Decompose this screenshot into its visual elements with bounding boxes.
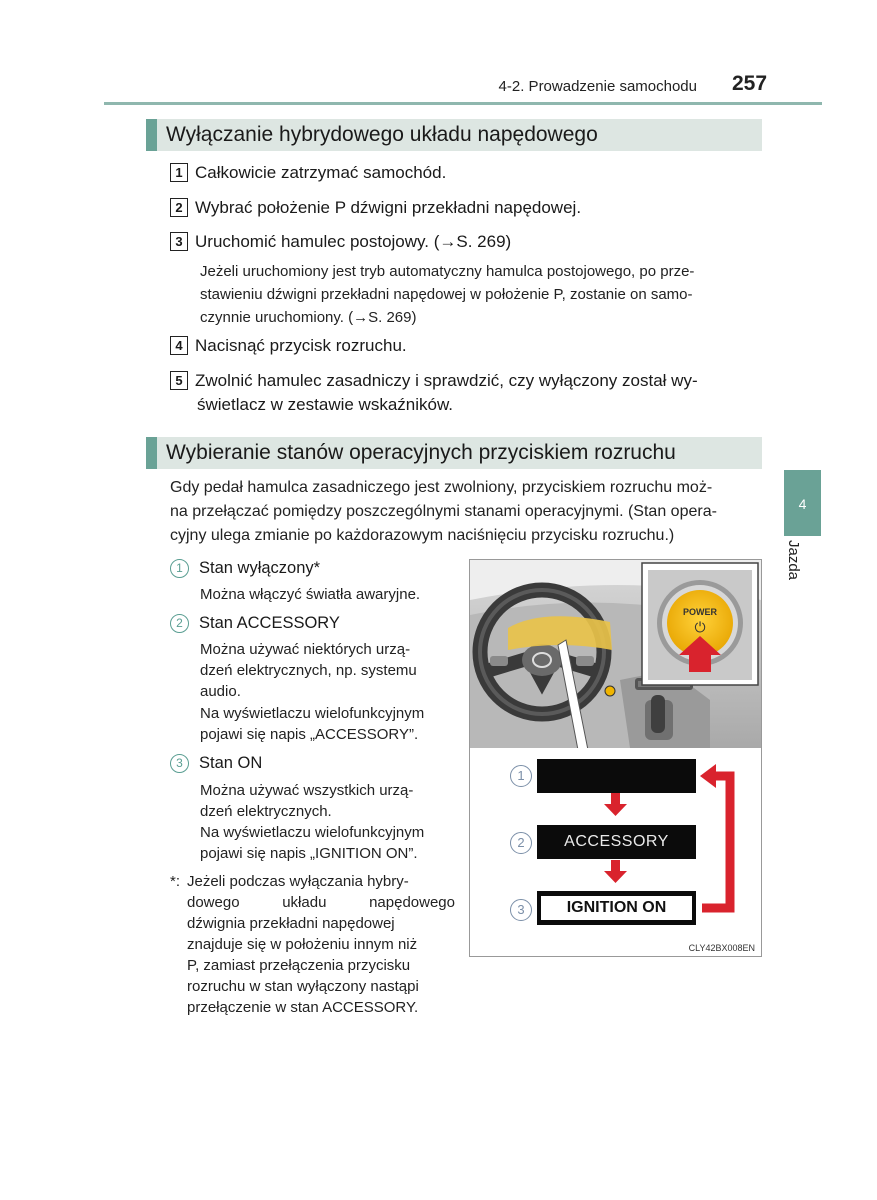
state-3-label bbox=[170, 752, 262, 774]
step-number: 3 bbox=[170, 232, 188, 251]
footnote-line: dowego układu napędowego bbox=[187, 894, 455, 911]
state-3-desc: Na wyświetlaczu wielofunkcyjnym bbox=[200, 824, 425, 841]
step-1 bbox=[170, 161, 446, 185]
state-number: 3 bbox=[170, 754, 189, 773]
step-text: Nacisnąć przycisk rozruchu. bbox=[195, 336, 407, 355]
footnote-line: przełączenie w stan ACCESSORY. bbox=[187, 999, 419, 1016]
power-label: POWER bbox=[682, 607, 718, 617]
step-number: 4 bbox=[170, 336, 188, 355]
state-name: Stan ON bbox=[199, 754, 263, 772]
power-button-location bbox=[605, 686, 615, 696]
state-2-desc: Na wyświetlaczu wielofunkcyjnym bbox=[200, 705, 425, 722]
step-5-continued: świetlacz w zestawie wskaźników. bbox=[197, 395, 454, 414]
state-arrows bbox=[470, 750, 761, 940]
state-3-desc: dzeń elektrycznych. bbox=[200, 803, 332, 820]
step-text: Wybrać położenie P dźwigni przekładni napędowej. bbox=[195, 198, 582, 217]
diagram-state-2-number: 2 bbox=[510, 832, 532, 854]
state-2-desc: dzeń elektrycznych, np. systemu bbox=[200, 662, 417, 679]
step-3-note-line: czynnie uruchomiony. (→S. 269) bbox=[200, 309, 417, 326]
state-3-desc: Można używać wszystkich urzą- bbox=[200, 782, 414, 799]
step-text: Zwolnić hamulec zasadniczy i sprawdzić, czy wyłączony został wy- bbox=[195, 371, 698, 390]
section-heading-shutdown: Wyłączanie hybrydowego układu napędowego bbox=[146, 119, 762, 151]
step-3-note-line: Jeżeli uruchomiony jest tryb automatyczny hamulca postojowego, po prze- bbox=[200, 263, 695, 280]
step-5 bbox=[170, 369, 698, 393]
state-name: Stan wyłączony* bbox=[199, 559, 321, 577]
intro-line: Gdy pedał hamulca zasadniczego jest zwolniony, przyciskiem rozruchu moż- bbox=[170, 479, 713, 496]
intro-line: na przełączać pomiędzy poszczególnymi stanami operacyjnymi. (Stan opera- bbox=[170, 503, 717, 520]
footnote-line: Jeżeli podczas wyłączania hybry- bbox=[187, 873, 409, 890]
figure-code: CLY42BX008EN bbox=[688, 943, 755, 953]
chapter-tab: 4 bbox=[784, 470, 821, 536]
display-accessory: ACCESSORY bbox=[537, 825, 696, 859]
step-3-note-line: stawieniu dźwigni przekładni napędowej w położenie P, zostanie on samo- bbox=[200, 286, 693, 303]
footnote-line: dźwignia przekładni napędowej bbox=[187, 915, 395, 932]
step-number: 1 bbox=[170, 163, 188, 182]
state-1-label bbox=[170, 557, 320, 579]
section-heading-operating-states: Wybieranie stanów operacyjnych przyciskiem rozruchu bbox=[146, 437, 762, 469]
state-number: 1 bbox=[170, 559, 189, 578]
footnote-marker: *: bbox=[170, 873, 181, 890]
footnote-line: znajduje się w położeniu innym niż bbox=[187, 936, 418, 953]
dashboard-illustration bbox=[470, 560, 761, 748]
state-2-label bbox=[170, 612, 340, 634]
state-number: 2 bbox=[170, 614, 189, 633]
footnote-line: P, zamiast przełączenia przycisku bbox=[187, 957, 411, 974]
step-text: Uruchomić hamulec postojowy. (→S. 269) bbox=[195, 232, 512, 251]
step-number: 5 bbox=[170, 371, 188, 390]
header-rule bbox=[104, 102, 822, 105]
diagram-state-3-number: 3 bbox=[510, 899, 532, 921]
footnote-line: rozruchu w stan wyłączony nastąpi bbox=[187, 978, 419, 995]
state-name: Stan ACCESSORY bbox=[199, 614, 340, 632]
diagram-state-1-number: 1 bbox=[510, 765, 532, 787]
shift-lever bbox=[651, 695, 665, 733]
state-1-desc: Można włączyć światła awaryjne. bbox=[200, 586, 421, 603]
arrow-down-icon bbox=[604, 793, 627, 816]
state-3-desc: pojawi się napis „IGNITION ON”. bbox=[200, 845, 418, 862]
power-icon: ⏻ bbox=[694, 620, 706, 636]
intro-line: cyjny ulega zmianie po każdorazowym naciśnięciu przycisku rozruchu.) bbox=[170, 527, 675, 544]
step-3 bbox=[170, 230, 511, 254]
power-switch-figure bbox=[469, 559, 762, 957]
step-4 bbox=[170, 334, 407, 358]
state-2-desc: pojawi się napis „ACCESSORY”. bbox=[200, 726, 419, 743]
page-number: 257 bbox=[732, 72, 768, 95]
power-button-callout bbox=[642, 563, 758, 685]
state-2-desc: Można używać niektórych urzą- bbox=[200, 641, 411, 658]
step-2 bbox=[170, 196, 581, 220]
step-number: 2 bbox=[170, 198, 188, 217]
arrow-down-icon bbox=[604, 860, 627, 883]
display-ignition-on-text: IGNITION ON bbox=[541, 896, 692, 920]
return-arrow-icon bbox=[702, 776, 730, 908]
chapter-tab-label: Jazda bbox=[785, 540, 802, 581]
step-text: Całkowicie zatrzymać samochód. bbox=[195, 163, 447, 182]
state-2-desc: audio. bbox=[200, 683, 241, 700]
chapter-header: 4-2. Prowadzenie samochodu bbox=[498, 78, 697, 95]
